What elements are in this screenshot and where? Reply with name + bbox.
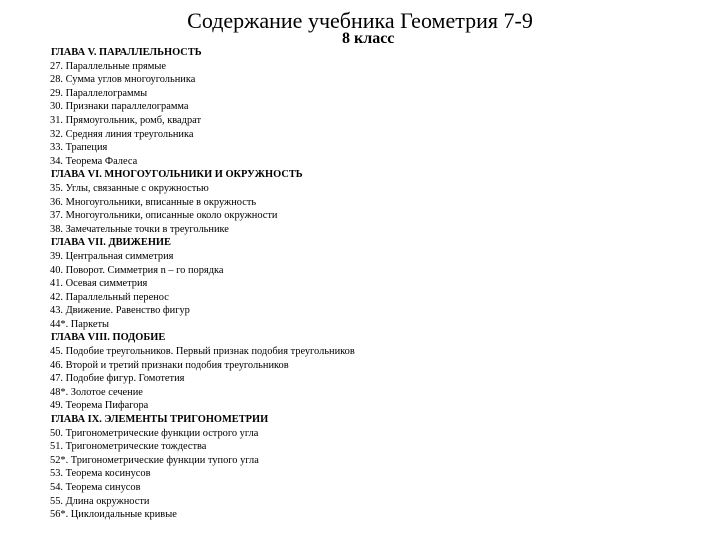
grade-subtitle: 8 класс: [342, 30, 395, 47]
toc-item: 39. Центральная симметрия: [50, 250, 174, 262]
chapter-heading: ГЛАВА IX. ЭЛЕМЕНТЫ ТРИГОНОМЕТРИИ: [51, 414, 269, 426]
toc-item: 56*. Циклоидальные кривые: [50, 509, 177, 521]
toc-item: 32. Средняя линия треугольника: [50, 128, 194, 140]
toc-item: 34. Теорема Фалеса: [50, 155, 138, 167]
toc-item: 37. Многоугольники, описанные около окружности: [50, 210, 278, 222]
toc-item: 35. Углы, связанные с окружностью: [50, 182, 209, 194]
toc-item: 42. Параллельный перенос: [50, 291, 169, 303]
toc-item: 46. Второй и третий признаки подобия треугольников: [50, 359, 289, 371]
toc-item: 50. Тригонометрические функции острого угла: [50, 427, 259, 439]
chapter-heading: ГЛАВА VII. ДВИЖЕНИЕ: [51, 237, 171, 249]
toc-item: 33. Трапеция: [50, 142, 108, 154]
toc-item: 47. Подобие фигур. Гомотетия: [50, 373, 185, 385]
toc-item: 36. Многоугольники, вписанные в окружность: [50, 196, 257, 208]
chapter-heading: ГЛАВА VIII. ПОДОБИЕ: [51, 332, 166, 344]
toc-item: 49. Теорема Пифагора: [50, 400, 149, 412]
toc-item: 29. Параллелограммы: [50, 87, 148, 99]
toc-item: 48*. Золотое сечение: [50, 386, 143, 398]
table-of-contents: [50, 46, 710, 522]
toc-item: 44*. Паркеты: [50, 318, 110, 330]
chapter-heading: ГЛАВА V. ПАРАЛЛЕЛЬНОСТЬ: [51, 47, 202, 58]
toc-item: 43. Движение. Равенство фигур: [50, 305, 190, 317]
toc-item: 51. Тригонометрические тождества: [50, 441, 207, 453]
toc-item: 52*. Тригонометрические функции тупого угла: [50, 454, 259, 466]
toc-item: 40. Поворот. Симметрия n – го порядка: [50, 264, 224, 276]
toc-item: 28. Сумма углов многоугольника: [50, 74, 196, 86]
chapter-heading: ГЛАВА VI. МНОГОУГОЛЬНИКИ И ОКРУЖНОСТЬ: [51, 169, 303, 181]
toc-item: 45. Подобие треугольников. Первый признак подобия треугольников: [50, 346, 355, 358]
toc-item: 54. Теорема синусов: [50, 482, 141, 493]
toc-item: 27. Параллельные прямые: [50, 60, 166, 72]
toc-item: 31. Прямоугольник, ромб, квадрат: [50, 114, 202, 126]
toc-item: 30. Признаки параллелограмма: [50, 101, 189, 113]
toc-item: 41. Осевая симметрия: [50, 278, 148, 290]
page-title: Содержание учебника Геометрия 7-9: [187, 8, 533, 33]
toc-item: 55. Длина окружности: [50, 495, 150, 507]
toc-item: 53. Теорема косинусов: [50, 468, 151, 480]
toc-item: 38. Замечательные точки в треугольнике: [50, 223, 229, 235]
